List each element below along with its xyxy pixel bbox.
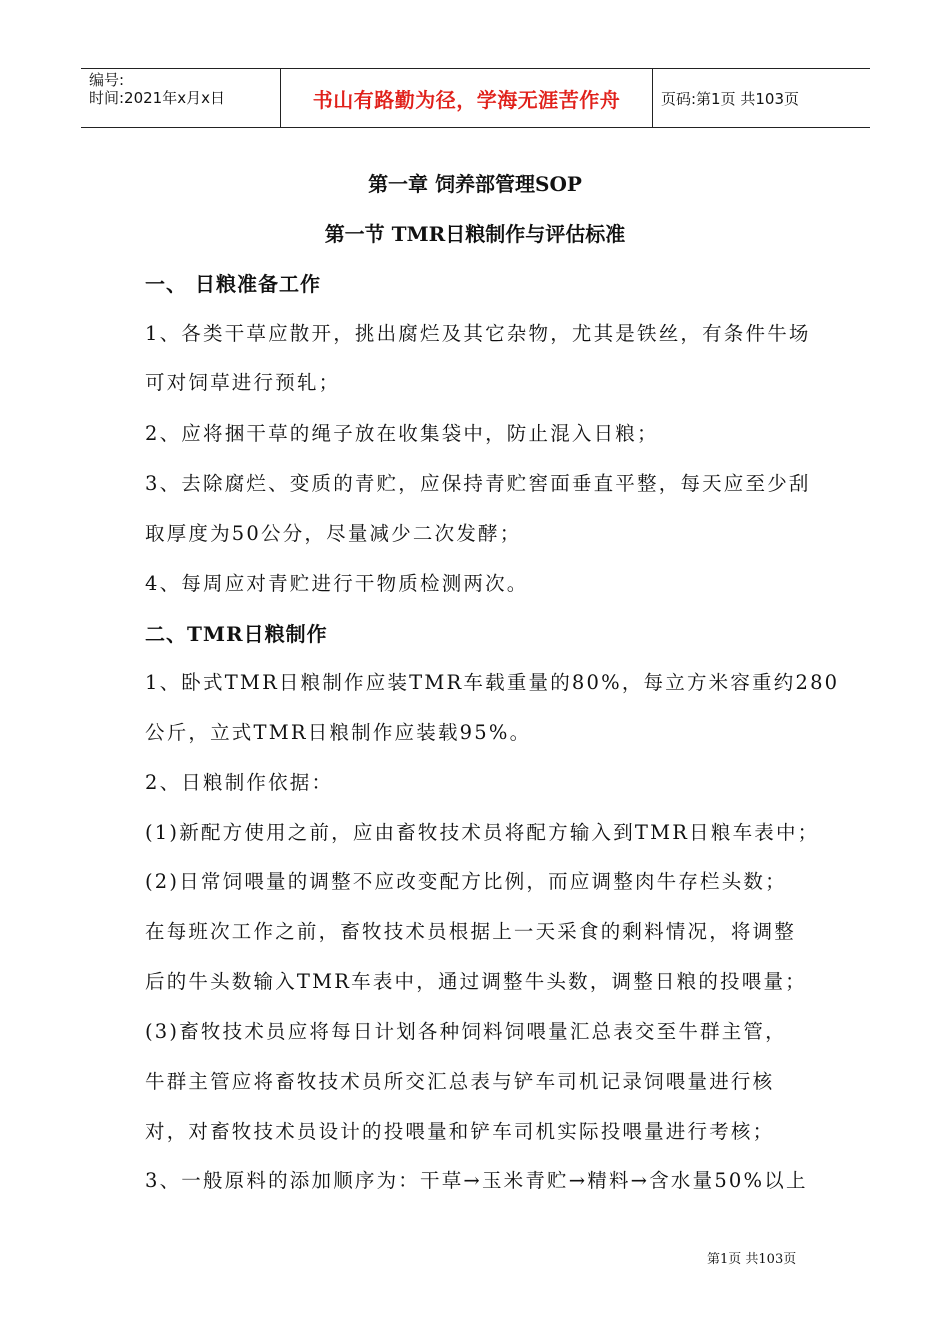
header-page-info: 页码:第1页 共103页 (661, 89, 799, 108)
page-footer: 第1页 共103页 (707, 1252, 797, 1267)
section-title: 第一节 TMR日粮制作与评估标准 (324, 222, 626, 246)
body-line: 可对饲草进行预轧； (145, 371, 341, 394)
header-motto: 书山有路勤为径，学海无涯苦作舟 (281, 69, 653, 127)
header-meta (81, 69, 281, 127)
document-header (81, 68, 870, 128)
body-line: (3)畜牧技术员应将每日计划各种饲料饲喂量汇总表交至牛群主管， (145, 1020, 787, 1043)
body-line: 对，对畜牧技术员设计的投喂量和铲车司机实际投喂量进行考核； (145, 1120, 775, 1143)
body-line: (2)日常饲喂量的调整不应改变配方比例，而应调整肉牛存栏头数； (145, 870, 787, 893)
chapter-title: 第一章 饲养部管理SOP (368, 172, 582, 196)
body-line: 取厚度为50公分，尽量减少二次发酵； (145, 522, 522, 545)
body-line: 牛群主管应将畜牧技术员所交汇总表与铲车司机记录饲喂量进行核 (145, 1070, 775, 1093)
body-line: 3、去除腐烂、变质的青贮，应保持青贮窖面垂直平整，每天应至少刮 (145, 472, 811, 495)
body-line: 公斤，立式TMR日粮制作应装载95%。 (145, 721, 532, 744)
body-line: 2、日粮制作依据： (145, 771, 334, 794)
heading-tmr: 二、TMR日粮制作 (145, 622, 328, 646)
body-line: 2、应将捆干草的绳子放在收集袋中，防止混入日粮； (145, 422, 659, 445)
body-line: 后的牛头数输入TMR车表中，通过调整牛头数，调整日粮的投喂量； (145, 970, 807, 993)
body-line: (1)新配方使用之前，应由畜牧技术员将配方输入到TMR日粮车表中； (145, 821, 820, 844)
body-line: 4、每周应对青贮进行干物质检测两次。 (145, 572, 529, 595)
time-label: 时间:2021年x月x日 (89, 89, 225, 107)
number-label: 编号: (89, 71, 125, 89)
body-line: 在每班次工作之前，畜牧技术员根据上一天采食的剩料情况，将调整 (145, 920, 797, 943)
heading-prep: 一、 日粮准备工作 (145, 272, 321, 296)
body-line: 1、各类干草应散开，挑出腐烂及其它杂物，尤其是铁丝，有条件牛场 (145, 322, 811, 345)
body-line: 1、卧式TMR日粮制作应装TMR车载重量的80%，每立方米容重约280 (145, 671, 840, 694)
body-line: 3、一般原料的添加顺序为：干草→玉米青贮→精料→含水量50%以上 (145, 1169, 808, 1192)
